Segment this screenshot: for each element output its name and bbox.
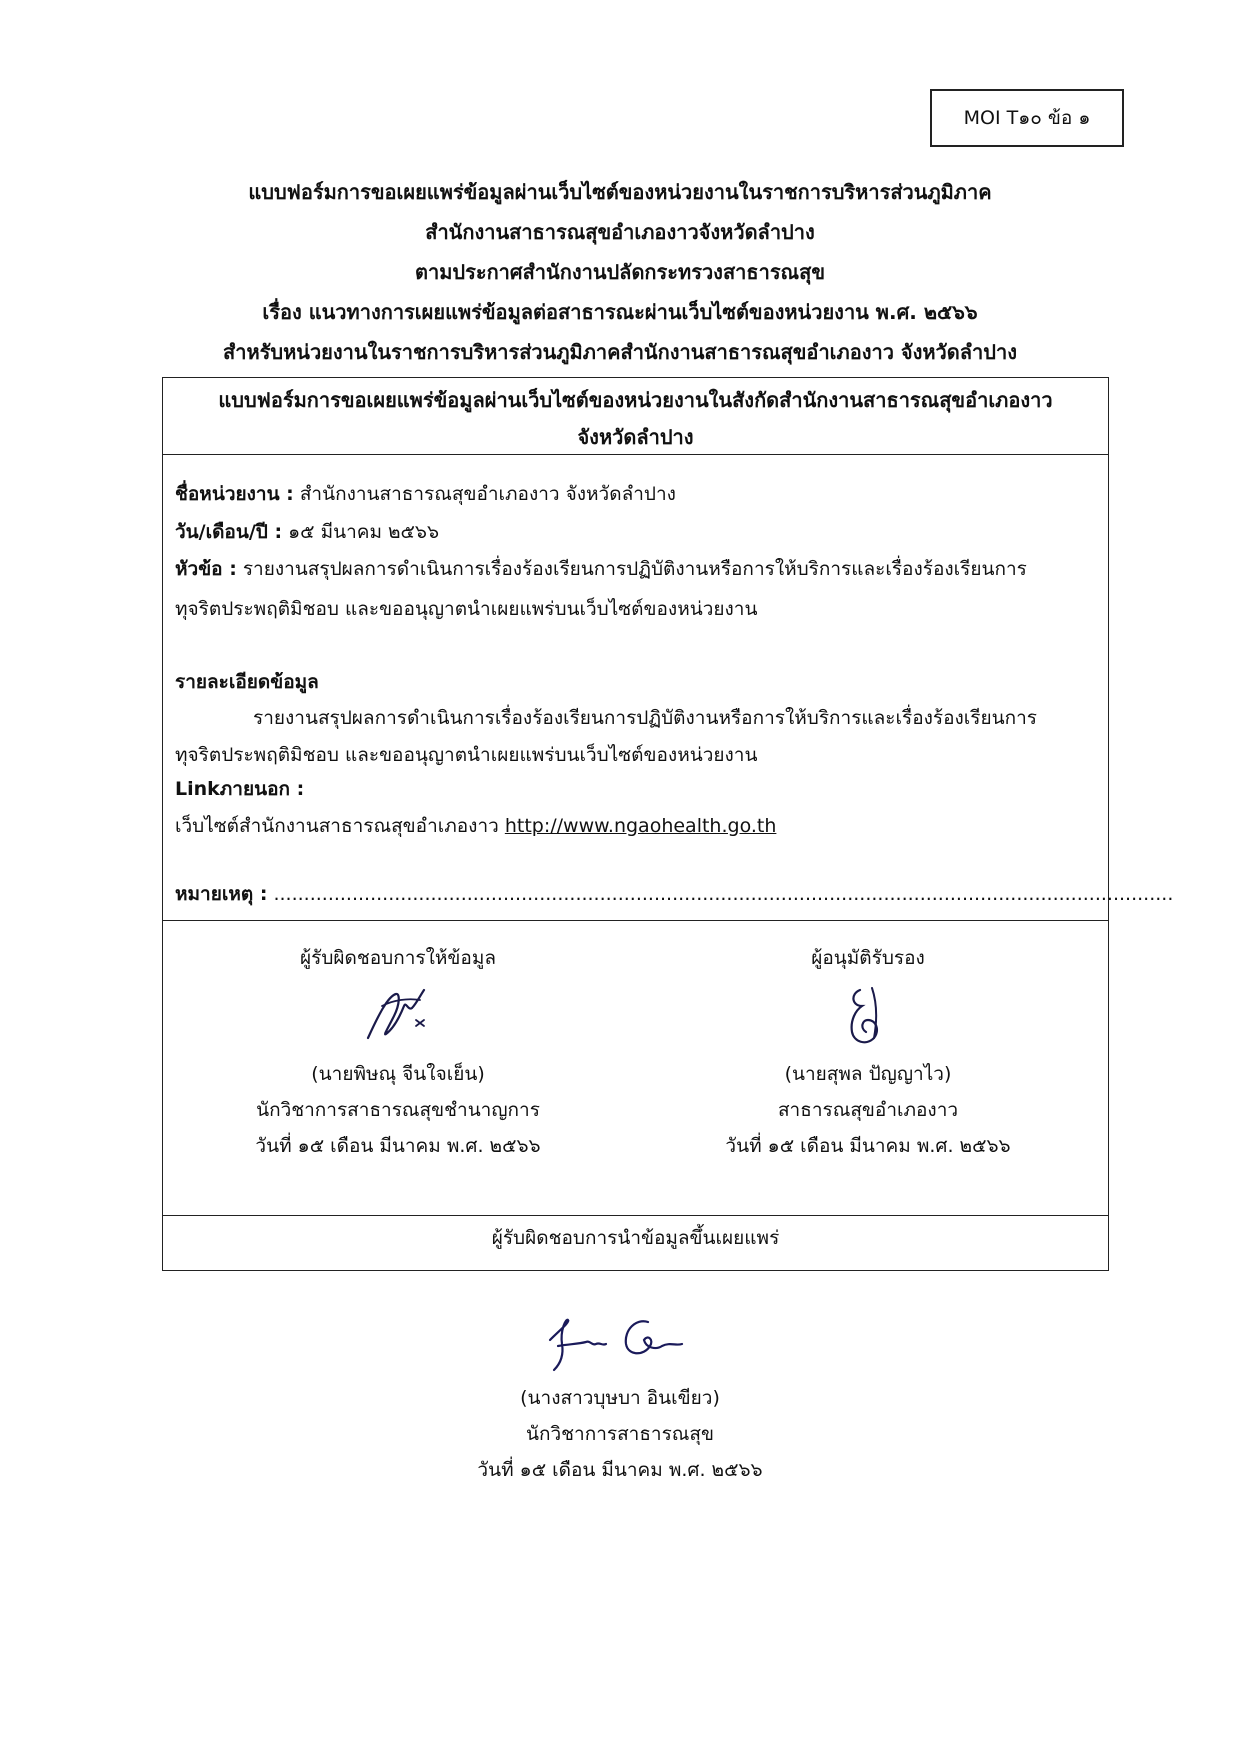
signer-right-role: ผู้อนุมัติรับรอง: [811, 947, 925, 969]
date-label: วัน/เดือน/ปี :: [175, 521, 283, 543]
agency-value: สำนักงานสาธารณสุขอำเภองาว จังหวัดลำปาง: [293, 483, 676, 505]
date-value: ๑๕ มีนาคม ๒๕๖๖: [282, 521, 440, 543]
signer-bottom: [163, 1220, 1108, 1256]
signer-bottom-position: นักวิชาการสาธารณสุข: [525, 1423, 715, 1445]
signer-left-name: (นายพิษณุ จีนใจเย็น): [311, 1063, 485, 1085]
header-line-3: ตามประกาศสำนักงานปลัดกระทรวงสาธารณสุข: [414, 260, 825, 284]
signer-right-position: สาธารณสุขอำเภองาว: [777, 1099, 959, 1121]
agency-label: ชื่อหน่วยงาน :: [175, 483, 294, 505]
divider-signers: [163, 1215, 1108, 1216]
signature-right-icon: [808, 976, 928, 1056]
box-title-line-2: จังหวัดลำปาง: [577, 425, 694, 449]
details-label: รายละเอียดข้อมูล: [175, 671, 319, 693]
details-line-1: รายงานสรุปผลการดำเนินการเรื่องร้องเรียนการปฏิบัติงานหรือการให้บริการและเรื่องร้องเรียนการ: [253, 707, 1037, 729]
website-prefix: เว็บไซต์สำนักงานสาธารณสุขอำเภองาว: [175, 815, 505, 837]
signer-right-date: วันที่ ๑๕ เดือน มีนาคม พ.ศ. ๒๕๖๖: [725, 1135, 1011, 1157]
signer-right-name: (นายสุพล ปัญญาไว): [784, 1063, 952, 1085]
website-link[interactable]: http://www.ngaohealth.go.th: [504, 815, 777, 837]
signer-bottom-details: [0, 1300, 1240, 1488]
link-label: Linkภายนอก :: [175, 778, 305, 800]
topic-value-1: รายงานสรุปผลการดำเนินการเรื่องร้องเรียนการปฏิบัติงานหรือการให้บริการและเรื่องร้องเรียนการ: [236, 558, 1027, 580]
topic-row: [175, 551, 1027, 587]
signer-right: [633, 940, 1103, 1164]
header-line-1: แบบฟอร์มการขอเผยแพร่ข้อมูลผ่านเว็บไซต์ของหน่วยงานในราชการบริหารส่วนภูมิภาค: [248, 180, 992, 204]
details-line-2: ทุจริตประพฤติมิชอบ และขออนุญาตนำเผยแพร่บนเว็บไซต์ของหน่วยงาน: [175, 744, 758, 766]
signer-bottom-name: (นางสาวบุษบา อินเขียว): [520, 1387, 720, 1409]
divider-title: [163, 454, 1108, 455]
topic-label: หัวข้อ :: [175, 558, 237, 580]
website-row: [175, 808, 776, 844]
date-row: [175, 514, 439, 550]
document-header: [0, 172, 1240, 372]
signer-bottom-role: ผู้รับผิดชอบการนำข้อมูลขึ้นเผยแพร่: [491, 1227, 780, 1249]
box-title-line-1: แบบฟอร์มการขอเผยแพร่ข้อมูลผ่านเว็บไซต์ของหน่วยงานในสังกัดสำนักงานสาธารณสุขอำเภองาว: [218, 388, 1053, 412]
remark-row: [175, 876, 1173, 912]
remark-label: หมายเหตุ :: [175, 883, 268, 905]
form-frame: [162, 377, 1174, 1271]
header-line-4: เรื่อง แนวทางการเผยแพร่ข้อมูลต่อสาธารณะผ่านเว็บไซต์ของหน่วยงาน พ.ศ. ๒๕๖๖: [262, 300, 978, 324]
topic-value-2: ทุจริตประพฤติมิชอบ และขออนุญาตนำเผยแพร่บนเว็บไซต์ของหน่วยงาน: [175, 598, 758, 620]
signer-left-position: นักวิชาการสาธารณสุขชำนาญการ: [256, 1099, 540, 1121]
form-code: MOI T๑๐ ข้อ ๑: [963, 107, 1091, 129]
form-code-box: [930, 89, 1124, 147]
signer-left: [163, 940, 633, 1164]
remark-dots: .....................................................................................................................................................: [267, 883, 1174, 905]
agency-row: [175, 476, 676, 512]
signer-bottom-date: วันที่ ๑๕ เดือน มีนาคม พ.ศ. ๒๕๖๖: [477, 1459, 763, 1481]
signer-left-date: วันที่ ๑๕ เดือน มีนาคม พ.ศ. ๒๕๖๖: [255, 1135, 541, 1157]
signer-left-role: ผู้รับผิดชอบการให้ข้อมูล: [300, 947, 496, 969]
signature-bottom-icon: [520, 1300, 720, 1380]
divider-remark: [163, 920, 1108, 921]
box-title: [163, 382, 1108, 456]
header-line-2: สำนักงานสาธารณสุขอำเภองาวจังหวัดลำปาง: [425, 220, 815, 244]
signature-left-icon: [338, 976, 458, 1056]
header-line-5: สำหรับหน่วยงานในราชการบริหารส่วนภูมิภาคสำนักงานสาธารณสุขอำเภองาว จังหวัดลำปาง: [223, 340, 1017, 364]
